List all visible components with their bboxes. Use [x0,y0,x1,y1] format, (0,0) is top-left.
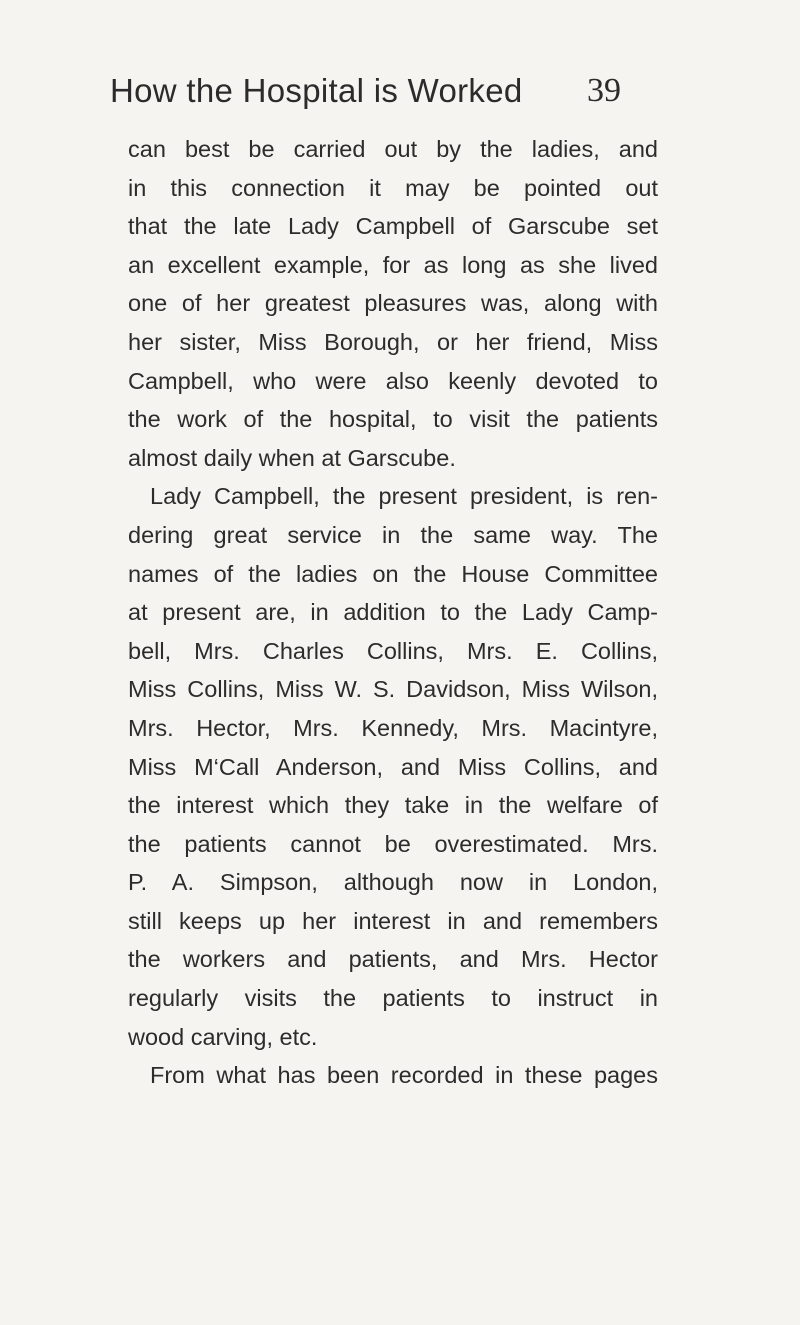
text-line: at present are, in addition to the Lady Camp- [128,599,658,626]
text-line: can best be carried out by the ladies, and [128,136,658,162]
text-line: an excellent example, for as long as she lived [128,251,658,278]
text-line: dering great service in the same way. The [128,521,658,548]
text-line: Mrs. Hector, Mrs. Kennedy, Mrs. Macintyre, [128,714,658,741]
running-title: How the Hospital is Worked [110,72,523,109]
running-header [0,72,800,122]
text-line: P. A. Simpson, although now in London, [128,869,658,896]
text-line: in this connection it may be pointed out [128,174,658,201]
text-line: the interest which they take in the welfare of [128,792,658,819]
text-line: bell, Mrs. Charles Collins, Mrs. E. Collins, [128,637,658,664]
text-line: almost daily when at Garscube. [128,444,456,471]
text-line: one of her greatest pleasures was, along with [128,290,658,317]
page-number: 39 [587,72,621,109]
text-line: Campbell, who were also keenly devoted to [128,367,658,394]
text-line: Miss M‘Call Anderson, and Miss Collins, and [128,753,658,780]
text-line: Miss Collins, Miss W. S. Davidson, Miss Wilson, [128,676,658,703]
text-line: still keeps up her interest in and remembers [128,907,658,934]
text-line: Lady Campbell, the present president, is ren- [150,483,658,510]
text-line: her sister, Miss Borough, or her friend, Miss [128,328,658,355]
text-line: that the late Lady Campbell of Garscube set [128,213,658,240]
text-line: names of the ladies on the House Committee [128,560,658,587]
text-line: wood carving, etc. [128,1023,318,1050]
text-line: From what has been recorded in these pages [150,1062,658,1089]
text-line: the workers and patients, and Mrs. Hector [128,946,658,973]
text-line: regularly visits the patients to instruct in [128,985,658,1012]
text-line: the patients cannot be overestimated. Mrs. [128,830,658,857]
text-line: the work of the hospital, to visit the patients [128,406,658,433]
body-text [128,130,658,1095]
